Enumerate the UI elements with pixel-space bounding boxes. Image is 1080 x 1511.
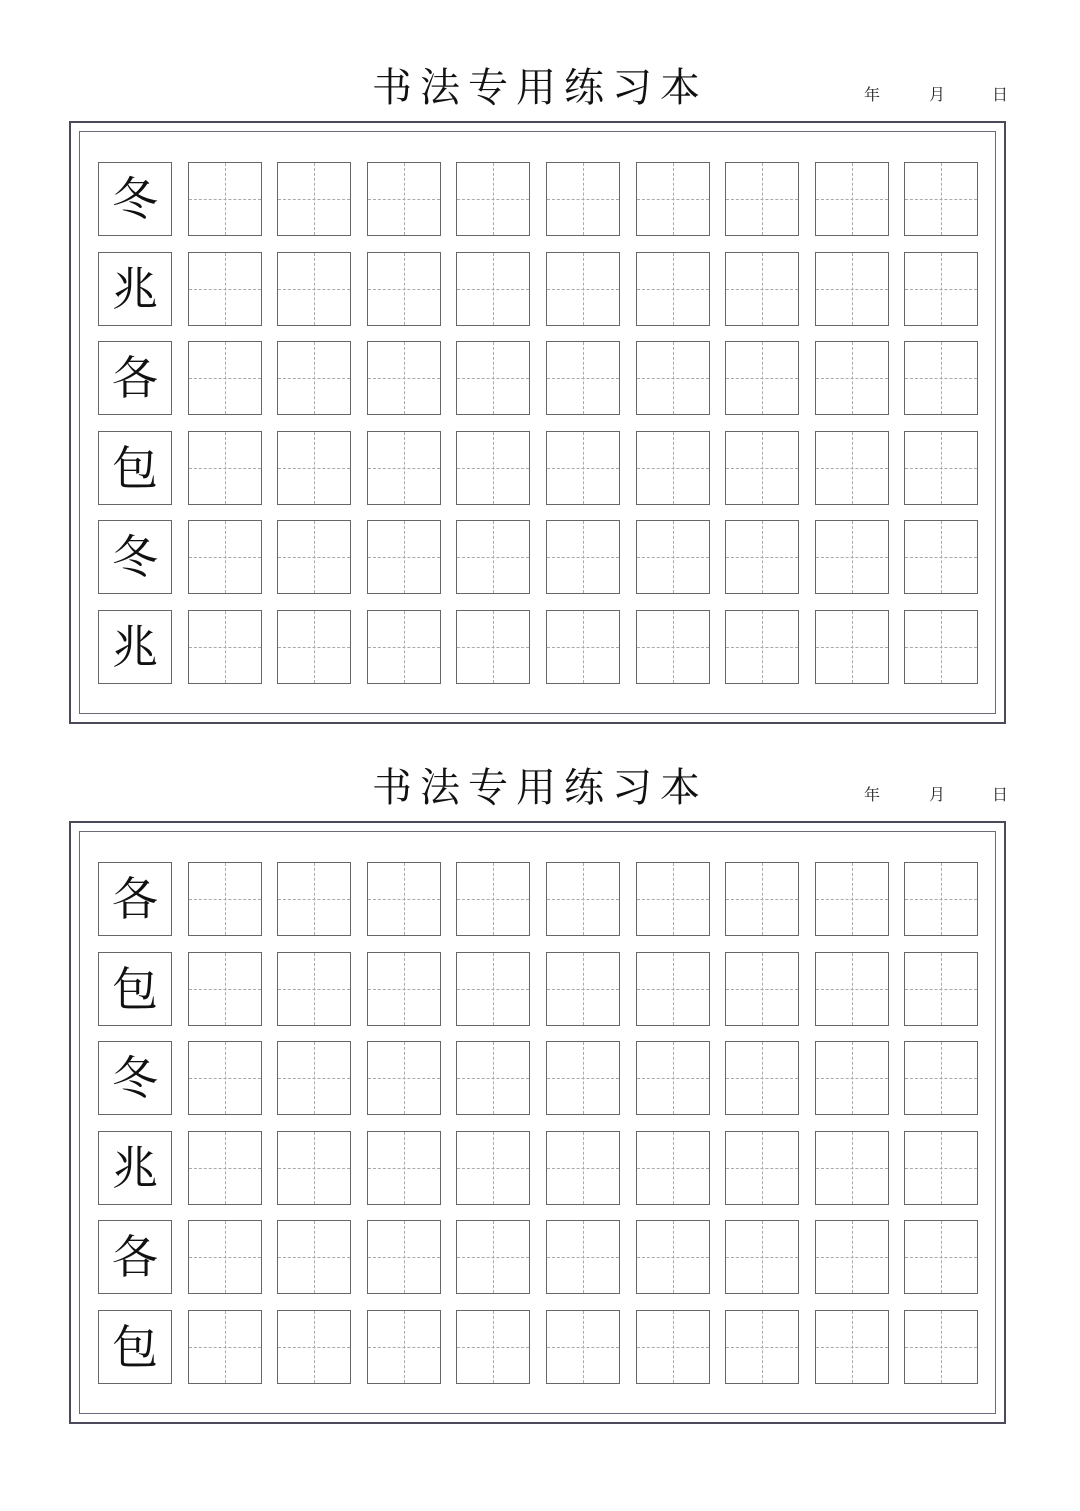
model-character: 各: [112, 1230, 158, 1284]
practice-cell: [277, 952, 351, 1026]
practice-cell: [636, 952, 710, 1026]
horizontal-guide-line: [189, 1257, 261, 1258]
horizontal-guide-line: [189, 468, 261, 469]
horizontal-guide-line: [278, 378, 350, 379]
horizontal-guide-line: [905, 1257, 977, 1258]
practice-cell: [904, 610, 978, 684]
model-character: 各: [112, 872, 158, 926]
horizontal-guide-line: [368, 468, 440, 469]
practice-cell: [725, 162, 799, 236]
practice-cell: [725, 1310, 799, 1384]
practice-cell: [546, 1131, 620, 1205]
horizontal-guide-line: [637, 1168, 709, 1169]
horizontal-guide-line: [278, 899, 350, 900]
practice-cell: [367, 431, 441, 505]
model-character: 冬: [112, 172, 158, 226]
practice-cell: [636, 162, 710, 236]
horizontal-guide-line: [726, 1347, 798, 1348]
practice-cell: [636, 1041, 710, 1115]
practice-cell: [546, 1220, 620, 1294]
practice-cell: [546, 162, 620, 236]
practice-cell: [815, 1310, 889, 1384]
model-character-cell: [98, 1310, 172, 1384]
horizontal-guide-line: [457, 557, 529, 558]
horizontal-guide-line: [816, 1347, 888, 1348]
practice-cell: [546, 520, 620, 594]
horizontal-guide-line: [547, 989, 619, 990]
horizontal-guide-line: [637, 557, 709, 558]
model-character: 兆: [112, 1141, 158, 1195]
model-character: 包: [112, 441, 158, 495]
date-year-label: 年: [864, 785, 881, 804]
practice-cell: [815, 252, 889, 326]
model-character-cell: [98, 252, 172, 326]
practice-cell: [546, 862, 620, 936]
horizontal-guide-line: [278, 989, 350, 990]
practice-cell: [725, 1220, 799, 1294]
model-character: 包: [112, 1320, 158, 1374]
horizontal-guide-line: [547, 1347, 619, 1348]
horizontal-guide-line: [189, 199, 261, 200]
date-day-label: 日: [992, 85, 1009, 104]
horizontal-guide-line: [368, 1257, 440, 1258]
practice-cell: [188, 1041, 262, 1115]
practice-cell: [904, 162, 978, 236]
horizontal-guide-line: [905, 199, 977, 200]
practice-sheet-1: [0, 0, 1080, 720]
horizontal-guide-line: [189, 899, 261, 900]
horizontal-guide-line: [905, 1347, 977, 1348]
horizontal-guide-line: [816, 289, 888, 290]
practice-cell: [725, 862, 799, 936]
practice-cell: [546, 1310, 620, 1384]
sheet-title: 书法专用练习本: [372, 765, 708, 811]
practice-cell: [367, 252, 441, 326]
practice-cell: [277, 1220, 351, 1294]
horizontal-guide-line: [637, 647, 709, 648]
horizontal-guide-line: [726, 199, 798, 200]
practice-cell: [815, 1220, 889, 1294]
horizontal-guide-line: [457, 989, 529, 990]
practice-cell: [904, 952, 978, 1026]
practice-cell: [636, 1310, 710, 1384]
practice-cell: [636, 862, 710, 936]
horizontal-guide-line: [637, 899, 709, 900]
horizontal-guide-line: [457, 1078, 529, 1079]
practice-cell: [904, 1041, 978, 1115]
horizontal-guide-line: [547, 647, 619, 648]
practice-cell: [456, 520, 530, 594]
horizontal-guide-line: [189, 378, 261, 379]
practice-cell: [456, 862, 530, 936]
date-year-label: 年: [864, 85, 881, 104]
horizontal-guide-line: [816, 647, 888, 648]
model-character: 包: [112, 962, 158, 1016]
practice-cell: [367, 1310, 441, 1384]
practice-grid: [98, 862, 980, 1387]
practice-cell: [188, 252, 262, 326]
horizontal-guide-line: [368, 199, 440, 200]
practice-cell: [367, 162, 441, 236]
horizontal-guide-line: [457, 1168, 529, 1169]
practice-cell: [367, 1131, 441, 1205]
practice-cell: [456, 610, 530, 684]
practice-cell: [636, 252, 710, 326]
horizontal-guide-line: [547, 468, 619, 469]
horizontal-guide-line: [726, 378, 798, 379]
practice-cell: [456, 431, 530, 505]
practice-cell: [815, 1041, 889, 1115]
practice-cell: [725, 952, 799, 1026]
model-character-cell: [98, 862, 172, 936]
practice-cell: [277, 1041, 351, 1115]
practice-cell: [277, 431, 351, 505]
model-character-cell: [98, 431, 172, 505]
horizontal-guide-line: [816, 557, 888, 558]
practice-cell: [904, 341, 978, 415]
horizontal-guide-line: [278, 289, 350, 290]
horizontal-guide-line: [816, 1168, 888, 1169]
horizontal-guide-line: [905, 557, 977, 558]
practice-cell: [815, 341, 889, 415]
horizontal-guide-line: [189, 1168, 261, 1169]
horizontal-guide-line: [726, 899, 798, 900]
practice-cell: [367, 1041, 441, 1115]
practice-cell: [904, 520, 978, 594]
horizontal-guide-line: [547, 199, 619, 200]
horizontal-guide-line: [457, 289, 529, 290]
horizontal-guide-line: [637, 378, 709, 379]
horizontal-guide-line: [637, 1257, 709, 1258]
practice-cell: [456, 1310, 530, 1384]
horizontal-guide-line: [637, 289, 709, 290]
horizontal-guide-line: [637, 199, 709, 200]
horizontal-guide-line: [278, 199, 350, 200]
practice-cell: [636, 520, 710, 594]
practice-cell: [188, 1220, 262, 1294]
practice-cell: [367, 341, 441, 415]
horizontal-guide-line: [368, 378, 440, 379]
horizontal-guide-line: [457, 647, 529, 648]
horizontal-guide-line: [278, 1078, 350, 1079]
model-character-cell: [98, 952, 172, 1026]
practice-cell: [815, 862, 889, 936]
horizontal-guide-line: [905, 289, 977, 290]
practice-sheet-2: [0, 700, 1080, 1420]
model-character: 冬: [112, 1051, 158, 1105]
horizontal-guide-line: [816, 1257, 888, 1258]
horizontal-guide-line: [278, 468, 350, 469]
date-month-label: 月: [929, 785, 946, 804]
practice-cell: [904, 252, 978, 326]
practice-cell: [188, 862, 262, 936]
model-character: 冬: [112, 530, 158, 584]
horizontal-guide-line: [637, 1078, 709, 1079]
horizontal-guide-line: [368, 1168, 440, 1169]
practice-cell: [815, 610, 889, 684]
practice-cell: [456, 341, 530, 415]
practice-cell: [546, 952, 620, 1026]
practice-cell: [725, 341, 799, 415]
horizontal-guide-line: [726, 989, 798, 990]
horizontal-guide-line: [726, 557, 798, 558]
practice-cell: [815, 1131, 889, 1205]
horizontal-guide-line: [726, 289, 798, 290]
horizontal-guide-line: [278, 1168, 350, 1169]
horizontal-guide-line: [278, 647, 350, 648]
practice-cell: [815, 162, 889, 236]
practice-cell: [456, 252, 530, 326]
horizontal-guide-line: [547, 289, 619, 290]
horizontal-guide-line: [189, 1078, 261, 1079]
practice-cell: [904, 1220, 978, 1294]
horizontal-guide-line: [905, 378, 977, 379]
model-character-cell: [98, 341, 172, 415]
practice-cell: [277, 162, 351, 236]
horizontal-guide-line: [457, 468, 529, 469]
horizontal-guide-line: [368, 557, 440, 558]
practice-cell: [815, 431, 889, 505]
practice-cell: [277, 610, 351, 684]
model-character: 各: [112, 351, 158, 405]
practice-cell: [546, 1041, 620, 1115]
horizontal-guide-line: [726, 1257, 798, 1258]
practice-cell: [456, 952, 530, 1026]
practice-cell: [277, 341, 351, 415]
practice-cell: [456, 1041, 530, 1115]
horizontal-guide-line: [726, 647, 798, 648]
practice-cell: [636, 610, 710, 684]
practice-cell: [456, 1131, 530, 1205]
horizontal-guide-line: [368, 1347, 440, 1348]
practice-cell: [636, 431, 710, 505]
horizontal-guide-line: [547, 1168, 619, 1169]
practice-cell: [277, 1310, 351, 1384]
practice-cell: [367, 520, 441, 594]
horizontal-guide-line: [368, 989, 440, 990]
model-character-cell: [98, 610, 172, 684]
practice-cell: [725, 1131, 799, 1205]
model-character-cell: [98, 1220, 172, 1294]
horizontal-guide-line: [278, 1257, 350, 1258]
practice-cell: [904, 1310, 978, 1384]
date-day-label: 日: [992, 785, 1009, 804]
practice-cell: [367, 1220, 441, 1294]
practice-grid: [98, 162, 980, 687]
model-character: 兆: [112, 262, 158, 316]
horizontal-guide-line: [547, 1078, 619, 1079]
practice-cell: [188, 952, 262, 1026]
horizontal-guide-line: [547, 557, 619, 558]
horizontal-guide-line: [189, 647, 261, 648]
practice-cell: [188, 1131, 262, 1205]
practice-cell: [277, 862, 351, 936]
horizontal-guide-line: [278, 557, 350, 558]
horizontal-guide-line: [905, 647, 977, 648]
horizontal-guide-line: [189, 989, 261, 990]
horizontal-guide-line: [368, 899, 440, 900]
practice-cell: [188, 520, 262, 594]
horizontal-guide-line: [726, 468, 798, 469]
practice-cell: [725, 520, 799, 594]
practice-cell: [725, 252, 799, 326]
model-character-cell: [98, 520, 172, 594]
horizontal-guide-line: [905, 899, 977, 900]
horizontal-guide-line: [547, 378, 619, 379]
practice-cell: [546, 610, 620, 684]
horizontal-guide-line: [816, 199, 888, 200]
practice-cell: [188, 341, 262, 415]
practice-cell: [546, 431, 620, 505]
practice-cell: [367, 952, 441, 1026]
horizontal-guide-line: [457, 199, 529, 200]
horizontal-guide-line: [905, 1078, 977, 1079]
horizontal-guide-line: [816, 468, 888, 469]
practice-cell: [725, 1041, 799, 1115]
horizontal-guide-line: [368, 1078, 440, 1079]
horizontal-guide-line: [905, 1168, 977, 1169]
practice-cell: [456, 1220, 530, 1294]
practice-cell: [456, 162, 530, 236]
horizontal-guide-line: [457, 899, 529, 900]
practice-cell: [188, 162, 262, 236]
horizontal-guide-line: [457, 1347, 529, 1348]
practice-cell: [277, 520, 351, 594]
practice-cell: [367, 862, 441, 936]
horizontal-guide-line: [726, 1168, 798, 1169]
horizontal-guide-line: [368, 289, 440, 290]
practice-cell: [546, 252, 620, 326]
horizontal-guide-line: [278, 1347, 350, 1348]
practice-cell: [904, 431, 978, 505]
date-month-label: 月: [929, 85, 946, 104]
horizontal-guide-line: [637, 1347, 709, 1348]
practice-cell: [636, 341, 710, 415]
practice-cell: [277, 252, 351, 326]
horizontal-guide-line: [457, 378, 529, 379]
practice-cell: [636, 1220, 710, 1294]
practice-cell: [188, 1310, 262, 1384]
model-character-cell: [98, 1131, 172, 1205]
model-character-cell: [98, 1041, 172, 1115]
horizontal-guide-line: [637, 468, 709, 469]
practice-cell: [188, 610, 262, 684]
horizontal-guide-line: [816, 1078, 888, 1079]
horizontal-guide-line: [816, 989, 888, 990]
horizontal-guide-line: [547, 1257, 619, 1258]
practice-cell: [904, 862, 978, 936]
model-character-cell: [98, 162, 172, 236]
practice-cell: [815, 952, 889, 1026]
horizontal-guide-line: [189, 1347, 261, 1348]
horizontal-guide-line: [189, 289, 261, 290]
practice-cell: [546, 341, 620, 415]
practice-cell: [725, 610, 799, 684]
model-character: 兆: [112, 620, 158, 674]
sheet-title: 书法专用练习本: [372, 65, 708, 111]
horizontal-guide-line: [726, 1078, 798, 1079]
practice-cell: [367, 610, 441, 684]
practice-cell: [815, 520, 889, 594]
practice-cell: [725, 431, 799, 505]
horizontal-guide-line: [905, 468, 977, 469]
horizontal-guide-line: [816, 378, 888, 379]
horizontal-guide-line: [457, 1257, 529, 1258]
horizontal-guide-line: [189, 557, 261, 558]
practice-cell: [636, 1131, 710, 1205]
practice-cell: [188, 431, 262, 505]
horizontal-guide-line: [547, 899, 619, 900]
horizontal-guide-line: [637, 989, 709, 990]
horizontal-guide-line: [816, 899, 888, 900]
practice-cell: [904, 1131, 978, 1205]
practice-cell: [277, 1131, 351, 1205]
horizontal-guide-line: [905, 989, 977, 990]
horizontal-guide-line: [368, 647, 440, 648]
